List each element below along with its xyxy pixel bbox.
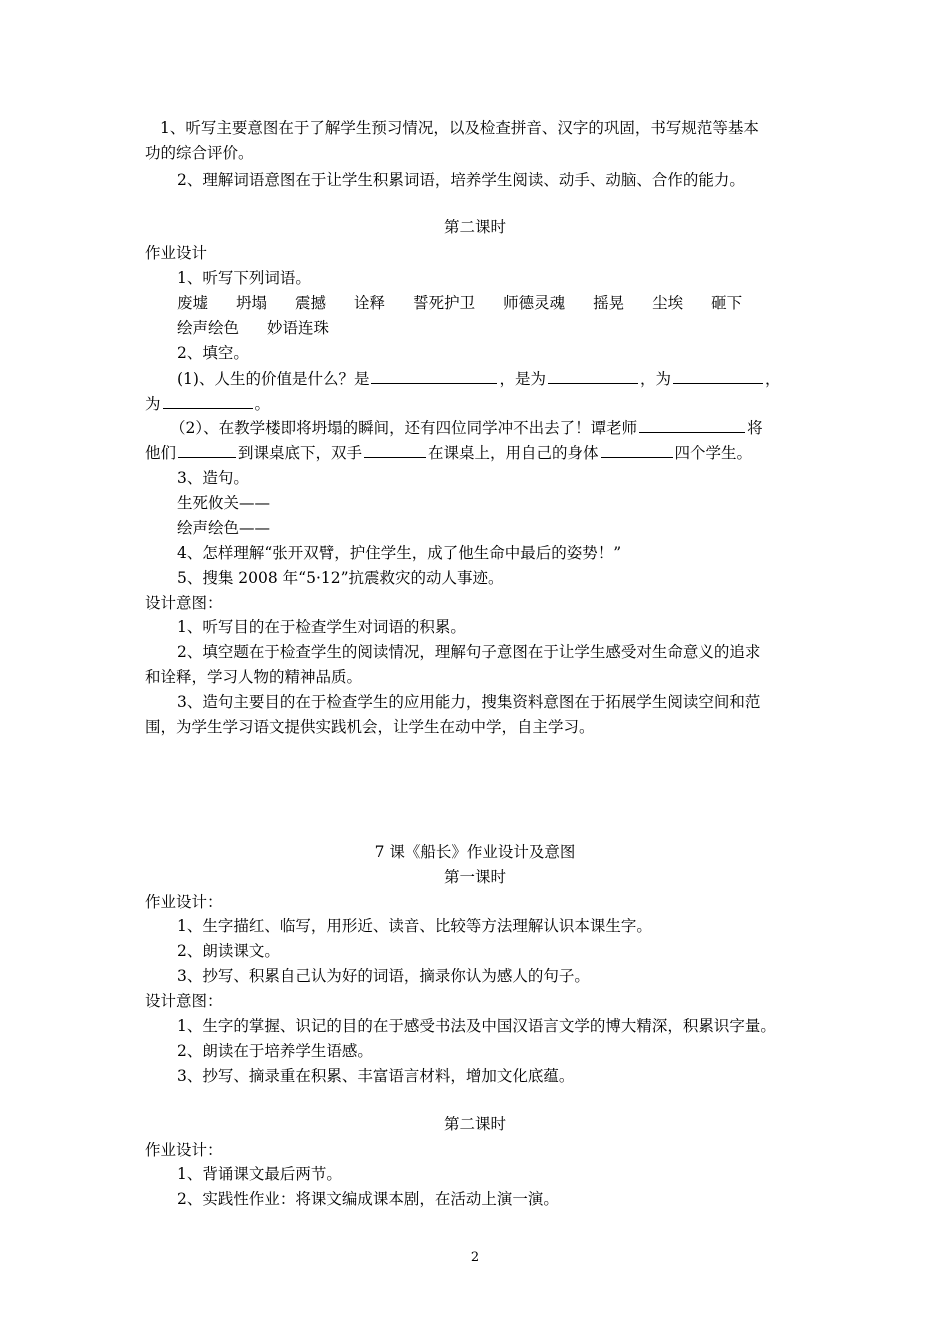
question-item: 生死攸关—— — [177, 494, 271, 512]
section-label: 作业设计： — [145, 893, 223, 911]
paragraph: 1、听写目的在于检查学生对词语的积累。 — [177, 618, 466, 636]
text: 四个学生。 — [674, 444, 753, 462]
text: 为 — [145, 395, 161, 413]
paragraph: 和诠释，学习人物的精神品质。 — [145, 668, 363, 686]
section-label: 作业设计： — [145, 1141, 223, 1159]
word: 坍塌 — [236, 294, 268, 312]
answer-blank[interactable] — [371, 368, 497, 384]
text: ，为 — [639, 370, 671, 388]
word: 师德灵魂 — [503, 294, 566, 312]
fill-in-line — [177, 368, 781, 389]
word: 废墟 — [177, 294, 209, 312]
paragraph: 2、理解词语意图在于让学生积累词语，培养学生阅读、动手、动脑、合作的能力。 — [177, 171, 745, 189]
paragraph: 功的综合评价。 — [145, 144, 254, 162]
word-list-row — [177, 293, 770, 313]
answer-blank[interactable] — [601, 442, 673, 458]
text: （2）、在教学楼即将坍塌的瞬间，还有四位同学冲不出去了！谭老师 — [170, 419, 638, 437]
fill-in-line — [145, 393, 270, 414]
answer-blank[interactable] — [364, 442, 426, 458]
question: 5、搜集 2008 年“5·12”抗震救灾的动人事迹。 — [177, 569, 504, 587]
question: 3、造句。 — [177, 469, 249, 487]
paragraph: 3、抄写、摘录重在积累、丰富语言材料，增加文化底蕴。 — [177, 1067, 575, 1085]
text: 到课桌底下，双手 — [238, 444, 363, 462]
answer-blank[interactable] — [178, 442, 236, 458]
question: 4、怎样理解“张开双臂，护住学生，成了他生命中最后的姿势！” — [177, 544, 622, 562]
text: 将 — [747, 419, 763, 437]
word: 尘埃 — [652, 294, 684, 312]
paragraph: 围，为学生学习语文提供实践机会，让学生在动中学，自主学习。 — [145, 718, 595, 736]
text: 他们 — [145, 444, 177, 462]
fill-in-line — [170, 417, 763, 438]
word: 妙语连珠 — [267, 319, 330, 337]
paragraph: 1、生字描红、临写，用形近、读音、比较等方法理解认识本课生字。 — [177, 917, 652, 935]
paragraph: 2、朗读在于培养学生语感。 — [177, 1042, 373, 1060]
question-item: 绘声绘色—— — [177, 519, 271, 537]
fill-in-line — [145, 442, 752, 463]
paragraph: 3、造句主要目的在于检查学生的应用能力，搜集资料意图在于拓展学生阅读空间和范 — [177, 693, 761, 711]
paragraph: 2、填空题在于检查学生的阅读情况，理解句子意图在于让学生感受对生命意义的追求 — [177, 643, 761, 661]
section-label: 作业设计 — [145, 244, 208, 262]
answer-blank[interactable] — [163, 393, 253, 409]
word: 诠释 — [354, 294, 386, 312]
text: ， — [765, 370, 781, 388]
answer-blank[interactable] — [639, 417, 745, 433]
word: 绘声绘色 — [177, 319, 240, 337]
text: 。 — [254, 395, 271, 413]
text: 在课桌上，用自己的身体 — [428, 444, 599, 462]
word: 誓死护卫 — [413, 294, 476, 312]
page-number: 2 — [470, 1250, 480, 1265]
text: (1)、人生的价值是什么？是 — [177, 370, 370, 388]
answer-blank[interactable] — [548, 368, 638, 384]
section-title: 第一课时 — [443, 868, 506, 886]
section-label: 设计意图： — [145, 992, 223, 1010]
word: 震撼 — [295, 294, 327, 312]
word: 砸下 — [711, 294, 743, 312]
section-title: 第二课时 — [443, 218, 506, 236]
paragraph: 1、生字的掌握、识记的目的在于感受书法及中国汉语言文学的博大精深，积累识字量。 — [177, 1017, 776, 1035]
answer-blank[interactable] — [673, 368, 763, 384]
section-label: 设计意图： — [145, 594, 223, 612]
question: 2、填空。 — [177, 344, 249, 362]
word: 摇晃 — [593, 294, 625, 312]
paragraph: 1、听写主要意图在于了解学生预习情况，以及检查拼音、汉字的巩固，书写规范等基本 — [160, 119, 759, 137]
paragraph: 2、朗读课文。 — [177, 942, 280, 960]
word-list-row — [177, 318, 357, 338]
paragraph: 1、背诵课文最后两节。 — [177, 1165, 342, 1183]
paragraph: 2、实践性作业：将课文编成课本剧，在活动上演一演。 — [177, 1190, 559, 1208]
question: 1、听写下列词语。 — [177, 269, 311, 287]
paragraph: 3、抄写、积累自己认为好的词语，摘录你认为感人的句子。 — [177, 967, 590, 985]
section-title: 第二课时 — [443, 1115, 506, 1133]
text: ，是为 — [499, 370, 546, 388]
lesson-title: 7 课《船长》作业设计及意图 — [374, 843, 576, 861]
